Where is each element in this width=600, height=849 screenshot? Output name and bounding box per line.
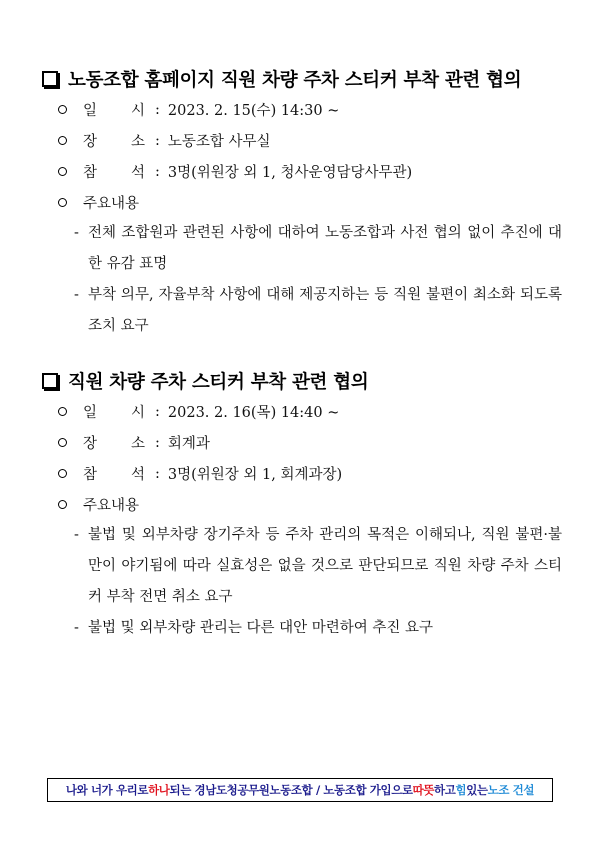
meeting-section-2 — [42, 366, 572, 644]
circle-bullet-icon — [58, 105, 67, 114]
slogan-part: 하고 — [434, 783, 456, 797]
place-label: 장 소 — [83, 436, 145, 452]
checkbox-square-icon — [42, 373, 58, 389]
section-title: 직원 차량 주차 스티커 부착 관련 협의 — [68, 372, 369, 393]
section-heading — [42, 366, 572, 396]
dash-bullet-icon: - — [74, 225, 79, 241]
content-item — [42, 218, 572, 280]
attendees-row — [42, 458, 572, 489]
union-slogan-banner — [47, 778, 553, 802]
content-label: 주요내용 — [83, 196, 140, 212]
dash-bullet-icon: - — [74, 527, 79, 543]
content-item-text: 부착 의무, 자율부착 사항에 대해 제공지하는 등 직원 불편이 최소화 되도록 조치 요구 — [88, 287, 562, 334]
place-row — [42, 125, 572, 156]
colon: : — [155, 132, 160, 149]
colon: : — [155, 403, 160, 420]
place-value: 회계과 — [167, 436, 210, 452]
circle-bullet-icon — [58, 198, 67, 207]
slogan-part: 되는 경남도청공무원노동조합 / 노동조합 가입으로 — [169, 783, 413, 797]
dash-bullet-icon: - — [74, 287, 79, 303]
colon: : — [155, 465, 160, 482]
circle-bullet-icon — [58, 136, 67, 145]
attendees-row — [42, 156, 572, 187]
circle-bullet-icon — [58, 438, 67, 447]
attendees-label: 참 석 — [83, 467, 145, 483]
colon: : — [155, 101, 160, 118]
attendees-value: 3명(위원장 외 1, 청사운영담당사무관) — [167, 165, 413, 181]
content-item — [42, 280, 572, 342]
content-item — [42, 520, 572, 613]
date-label: 일 시 — [83, 103, 145, 119]
slogan-highlight: 따뜻 — [412, 783, 435, 797]
colon: : — [155, 434, 160, 451]
place-row — [42, 427, 572, 458]
content-item-text: 전체 조합원과 관련된 사항에 대하여 노동조합과 사전 협의 없이 추진에 대한 유감 표명 — [88, 225, 562, 272]
section-title: 노동조합 홈페이지 직원 차량 주차 스티커 부착 관련 협의 — [68, 70, 522, 91]
date-value: 2023. 2. 16(목) 14:40 ~ — [167, 405, 340, 421]
slogan-highlight: 노조 건설 — [487, 783, 535, 797]
place-value: 노동조합 사무실 — [167, 134, 271, 150]
circle-bullet-icon — [58, 469, 67, 478]
date-row — [42, 94, 572, 125]
circle-bullet-icon — [58, 407, 67, 416]
place-label: 장 소 — [83, 134, 145, 150]
content-label: 주요내용 — [83, 498, 140, 514]
circle-bullet-icon — [58, 167, 67, 176]
meeting-section-1 — [42, 64, 572, 342]
content-row — [42, 187, 572, 218]
circle-bullet-icon — [58, 500, 67, 509]
slogan-highlight: 힘 — [455, 783, 467, 797]
content-row — [42, 489, 572, 520]
colon: : — [155, 163, 160, 180]
section-heading — [42, 64, 572, 94]
content-item — [42, 613, 572, 644]
date-label: 일 시 — [83, 405, 145, 421]
content-item-text: 불법 및 외부차량 관리는 다른 대안 마련하여 추진 요구 — [88, 620, 434, 636]
date-value: 2023. 2. 15(수) 14:30 ~ — [167, 103, 340, 119]
content-item-text: 불법 및 외부차량 장기주차 등 주차 관리의 목적은 이해되나, 직원 불편·불만이 야기됨에 따라 실효성은 없을 것으로 판단되므로 직원 차량 주차 스티커 부착 전면 취소 요구 — [88, 527, 562, 605]
slogan-part: 있는 — [466, 783, 488, 797]
attendees-label: 참 석 — [83, 165, 145, 181]
checkbox-square-icon — [42, 71, 58, 87]
attendees-value: 3명(위원장 외 1, 회계과장) — [167, 467, 343, 483]
date-row — [42, 396, 572, 427]
dash-bullet-icon: - — [74, 620, 79, 636]
slogan-part: 나와 너가 우리로 — [65, 783, 149, 797]
slogan-highlight: 하나 — [148, 783, 170, 797]
